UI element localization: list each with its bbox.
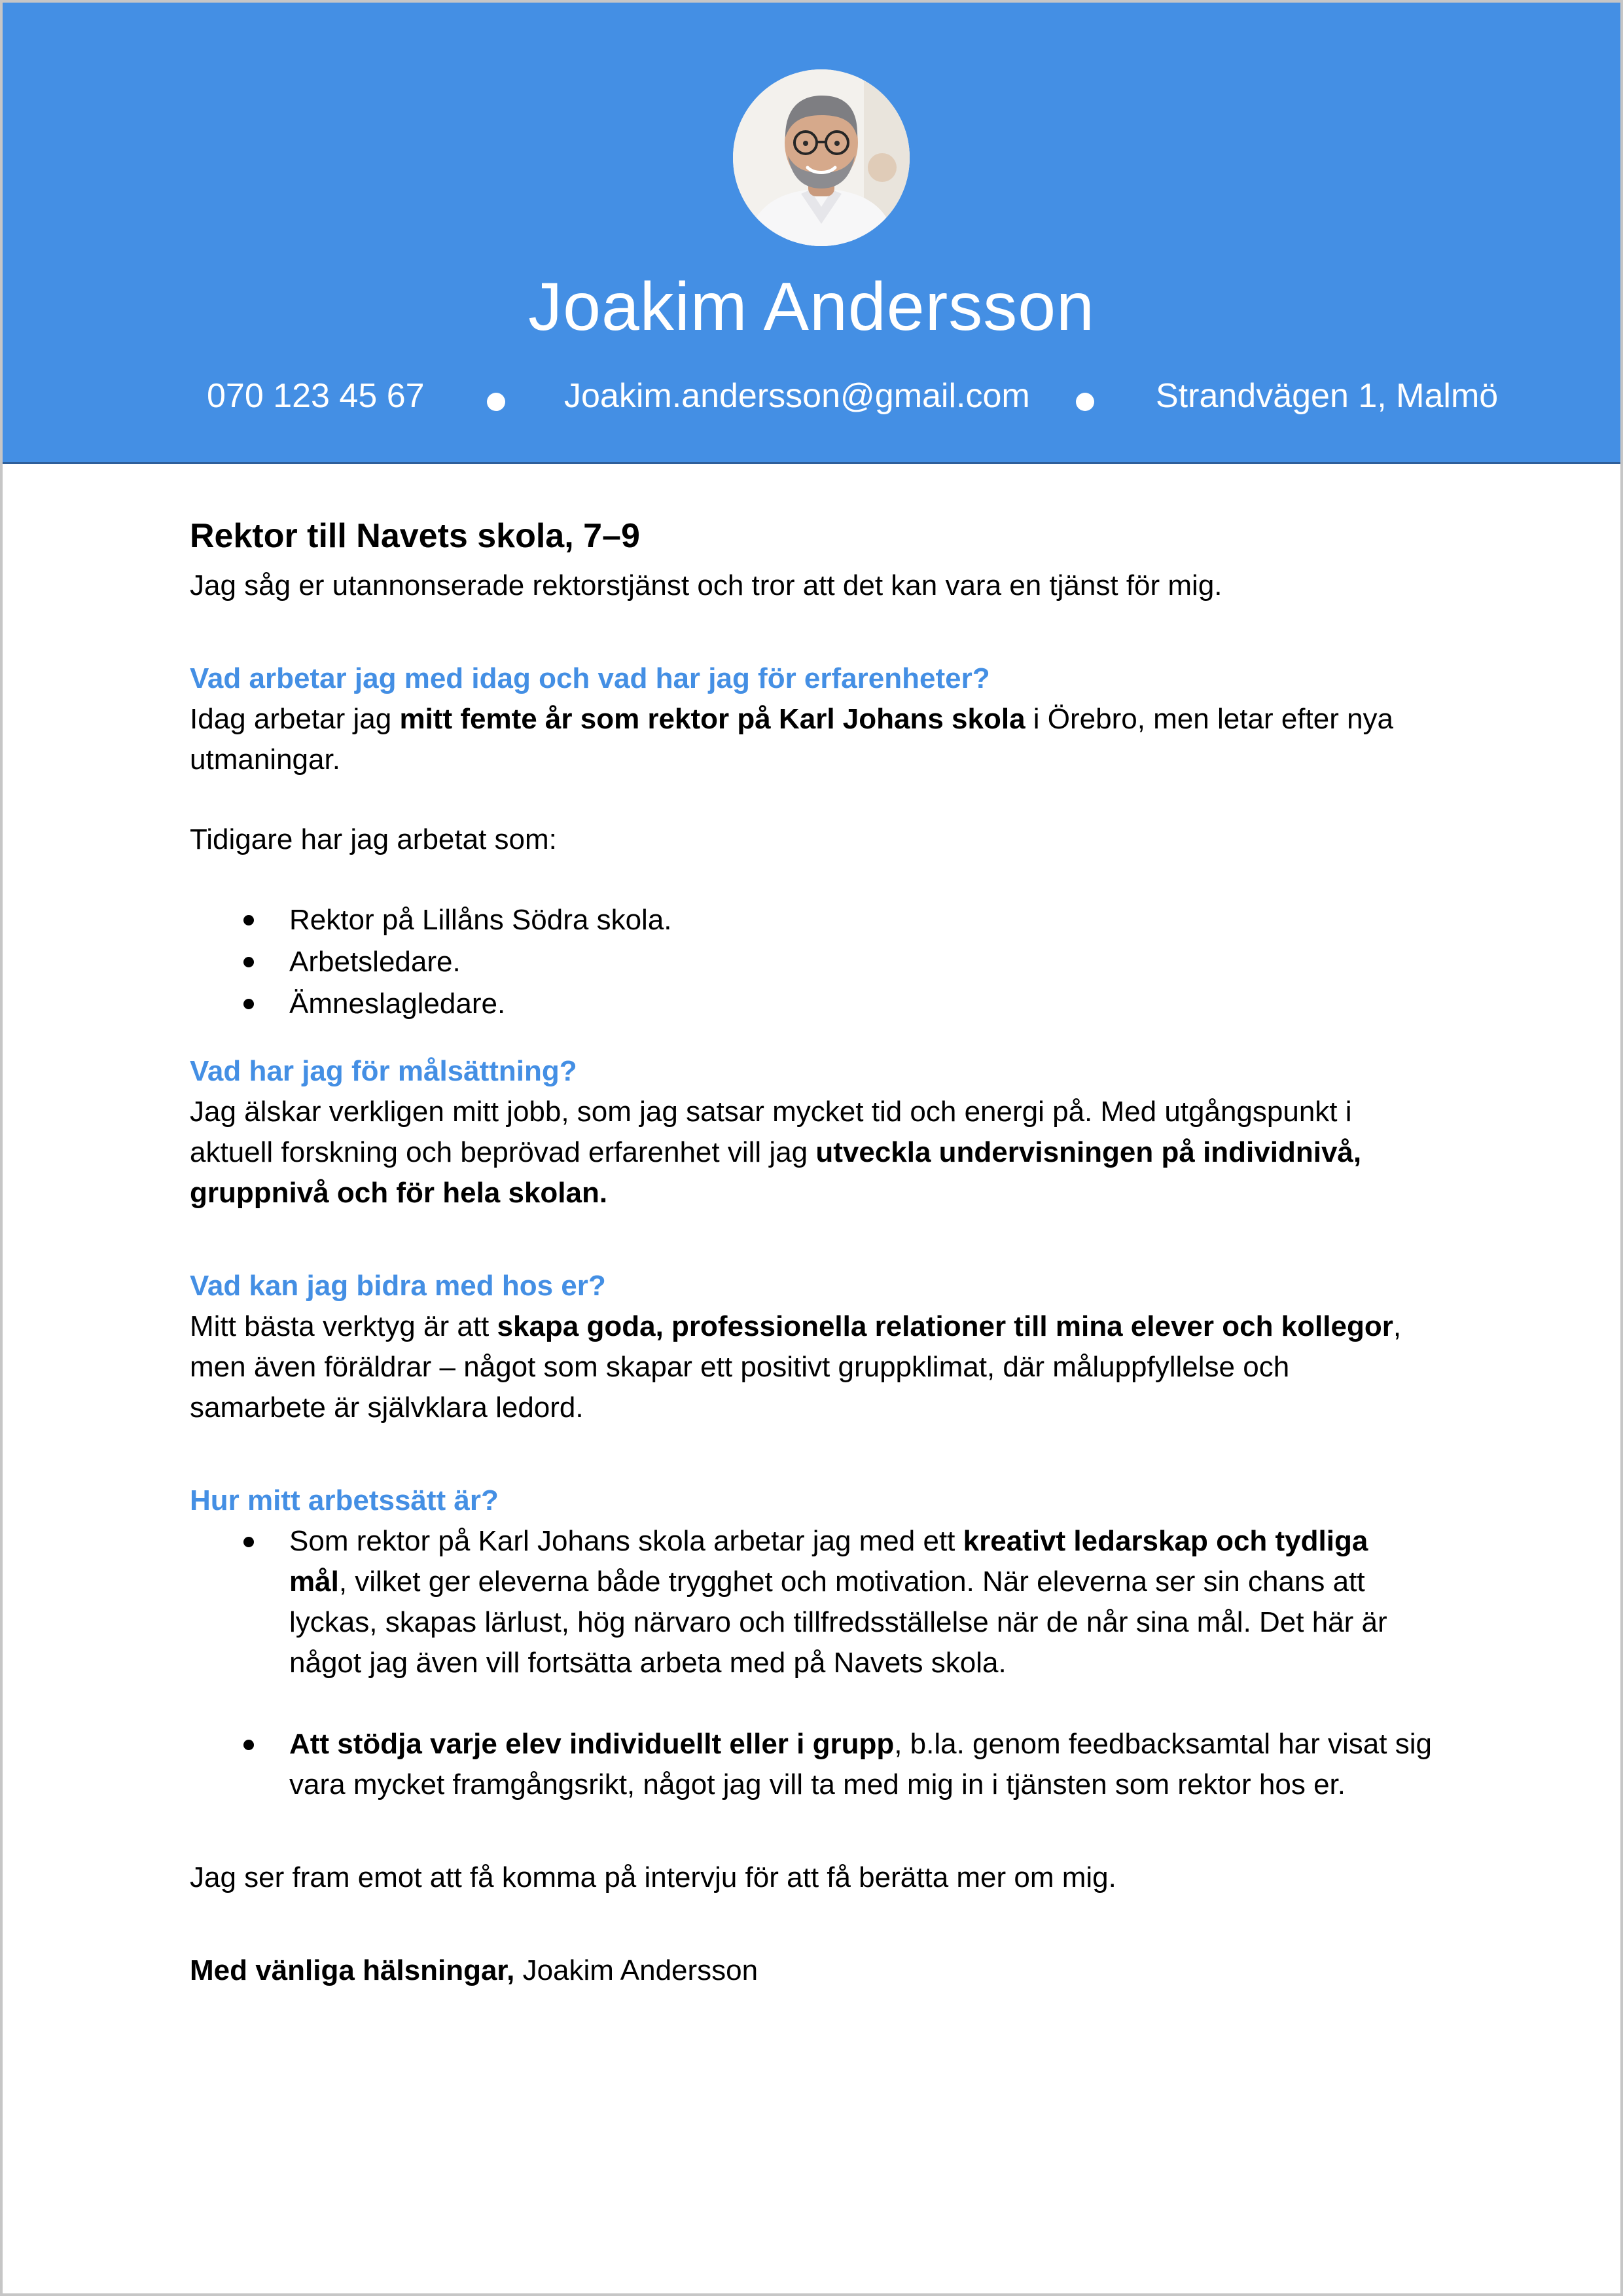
list-item: Rektor på Lillåns Södra skola. (190, 899, 1433, 941)
portrait-photo-icon (733, 69, 910, 246)
signoff: Med vänliga hälsningar, Joakim Andersson (190, 1954, 758, 1986)
goal-paragraph: Jag älskar verkligen mitt jobb, som jag satsar mycket tid och energi på. Med utgångspunkt i aktuell forskning och beprövad erfarenhet vill jag utveckla undervisningen på individnivå, gruppnivå och för hela skolan. (190, 1096, 1362, 1209)
method-list (190, 1521, 1433, 1805)
section-heading-method: Hur mitt arbetssätt är? (190, 1484, 499, 1516)
list-item: Ämneslagledare. (190, 983, 1433, 1025)
contact-phone: 070 123 45 67 (207, 377, 425, 415)
contact-email[interactable]: Joakim.andersson@gmail.com (564, 377, 1030, 415)
list-item: Att stödja varje elev individuellt eller i grupp, b.la. genom feedbacksamtal har visat sig vara mycket framgångsrikt, något jag vill ta med mig in i tjänsten som rektor hos er. (190, 1724, 1433, 1805)
previous-roles-intro: Tidigare har jag arbetat som: (190, 823, 557, 855)
section-heading-goal: Vad har jag för målsättning? (190, 1055, 577, 1087)
applicant-name: Joakim Andersson (528, 269, 1095, 345)
contribute-paragraph: Mitt bästa verktyg är att skapa goda, professionella relationer till mina elever och kollegor, men även föräldrar – något som skapar ett positivt gruppklimat, där måluppfyllelse och samarbete är självklara ledord. (190, 1310, 1402, 1424)
section-heading-experience: Vad arbetar jag med idag och vad har jag för erfarenheter? (190, 662, 990, 694)
separator-dot-icon (1076, 393, 1094, 411)
list-item: Arbetsledare. (190, 941, 1433, 983)
letter-title: Rektor till Navets skola, 7–9 (190, 517, 640, 555)
section-heading-contribute: Vad kan jag bidra med hos er? (190, 1270, 606, 1302)
previous-roles-list (190, 899, 1433, 1025)
header-banner (3, 3, 1620, 464)
list-item: Som rektor på Karl Johans skola arbetar jag med ett kreativt ledarskap och tydliga mål, vilket ger eleverna både trygghet och motivation. När eleverna ser sin chans att lyckas, skapas lärlust, hög närvaro och tillfredsställelse när de når sina mål. Det här är något jag även vill fortsätta arbeta med på Navets skola. (190, 1521, 1433, 1683)
contact-address: Strandvägen 1, Malmö (1156, 377, 1499, 415)
letter-body (190, 507, 1433, 1991)
closing-paragraph: Jag ser fram emot att få komma på intervju för att få berätta mer om mig. (190, 1861, 1116, 1893)
experience-paragraph: Idag arbetar jag mitt femte år som rektor på Karl Johans skola i Örebro, men letar efter nya utmaningar. (190, 703, 1394, 776)
intro-paragraph: Jag såg er utannonserade rektorstjänst och tror att det kan vara en tjänst för mig. (190, 569, 1222, 601)
separator-dot-icon (487, 393, 505, 411)
